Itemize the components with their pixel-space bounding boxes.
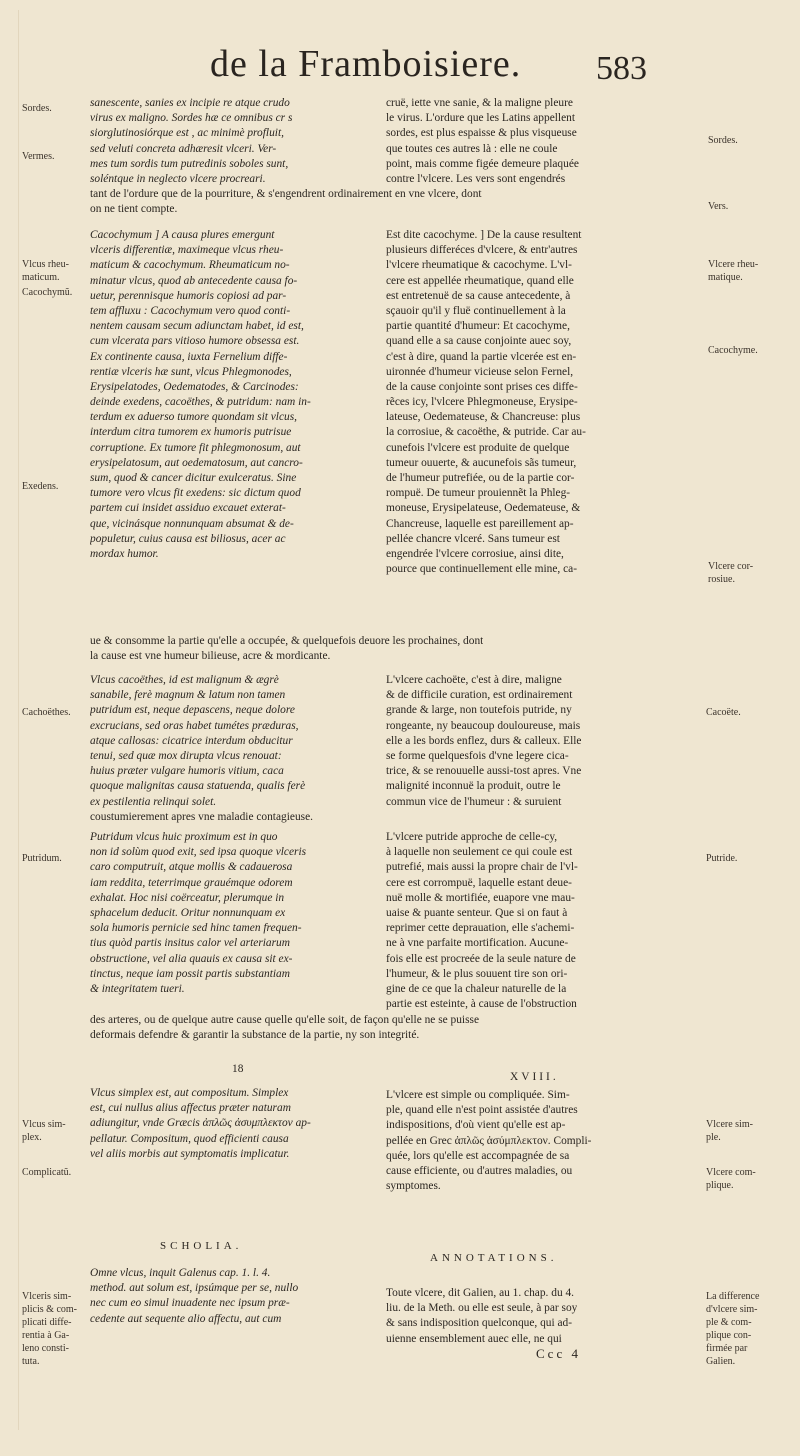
margin-note-left: Vlcus rheu- maticum. [22,259,69,283]
annotations-heading: ANNOTATIONS. [430,1252,558,1264]
margin-note-right: Vlcere com- plique. [706,1167,756,1191]
margin-note-left: Vermes. [22,151,55,162]
latin-column-block-1: sanescente, sanies ex incipie re atque crudo virus ex maligno. Sordes hæ ce omnibus cr s siorglutinosiórque est , ac minimè profluit, sed veluti concreta adhæresit vlceri. Ver- mes tum sordis tum putredinis soboles sunt, soléntque in neglecto vlcere procreari. [90,97,293,185]
section-number-latin: 18 [232,1063,244,1075]
full-width-line-block-1: tant de l'ordure que de la pourriture, & s'engendrent ordinairement en vne vlcere, dont on ne tient compte. [90,188,482,216]
full-width-line-block-3: coustumierement apres vne maladie contagieuse. [90,811,313,823]
signature-mark: Ccc 4 [536,1346,581,1361]
margin-note-right: Cacoëte. [706,707,741,718]
french-column-block-4: L'vlcere putride approche de celle-cy, à laquelle non seulement ce qui coule est putrefié, mais aussi la propre chair de l'vl- cere est corrompuë, laquelle estant deue- nuë molle & mortifiée, euapore vne mau- uaise & puante senteur. Que si on faut à reprimer cette deprauation, elle s'achemi- ne à vne parfaite mortification. Aucune- fois elle est procreée de la seule nature de l'humeur, & le plus souuent tire son ori- gine de ce que la chaleur naturelle de la partie est esteinte, à cause de l'obstruction [386,831,578,1011]
latin-column-block-2: Cacochymum ] A causa plures emergunt vlceris differentiæ, maximeque vlcus rheu- maticum & cacochymum. Rheumaticum no- minatur vlcus, quod ab antecedente causa fo- uetur, perennisque humoris copiosi ad par- tem affluxu : Cacochymum vero quod conti- nentem causam secum adiunctam habet, id est, cum vlcerata pars vitioso humore obsessa est. Ex continente causa, iuxta Fernelium diffe- rentiæ vlceris hæ sunt, vlcus Phlegmonodes, Erysipelatodes, Oedematodes, & Carcinodes: deinde exedens, cacoëthes, & putridum: nam in- terdum ex aduerso tumore quondam sit vlcus, interdum citra tumorem ex humoris putrisue corruptione. Ex tumore fit phlegmonosum, aut erysipelatosum, aut oedematosum, aut cancro- sum, quod & cancer dicitur exulceratus. Sine tumore vero vlcus fit exedens: sic dictum quod partem cui insidet assiduo excauet exterat- que, vicinásque nonnunquam absumat & de- populetur, cuius causa est biliosus, acer ac mordax humor. [90,229,311,560]
latin-column-block-6: Omne vlcus, inquit Galenus cap. 1. l. 4. method. aut solum est, ipsúmque per se, nullo nec cum eo simul inuadente nec ipsum præ- cedente aut sequente alio affectu, aut cum [90,1267,299,1325]
margin-note-right: Putride. [706,853,738,864]
margin-note-left: Cachoëthes. [22,707,71,718]
french-column-block-1: cruë, iette vne sanie, & la maligne pleure le virus. L'ordure que les Latins appellent sordes, est plus espaisse & plus visqueuse que toutes ces autres là : elle ne coule point, mais comme figée demeure plaquée contre l'vlcere. Les vers sont engendrés [386,97,579,185]
margin-note-right: Cacochyme. [708,345,758,356]
french-column-block-3: L'vlcere cachoëte, c'est à dire, maligne & de difficile curation, est ordinairement grande & large, non toutefois putride, ny rongeante, ny beaucoup douloureuse, mais elle a les bords enflez, durs & calleux. Elle se forme quelquesfois d'vne legere cica- trice, & se renouuelle aussi-tost apres. Vne malignité inconnuë la produit, outre le commun vice de l'humeur : & suruient [386,674,582,808]
section-number-french: XVIII. [510,1071,559,1083]
full-width-line-block-2: ue & consomme la partie qu'elle a occupée, & quelquefois deuore les prochaines, dont la cause est vne humeur bilieuse, acre & mordicante. [90,635,484,663]
margin-note-right: Vlcere sim- ple. [706,1119,753,1143]
margin-note-right: Vers. [708,201,729,212]
french-column-block-6: Toute vlcere, dit Galien, au 1. chap. du 4. liu. de la Meth. ou elle est seule, à par soy & sans indisposition quelconque, qui ad- uienne ensemblement auec elle, ne qui [386,1287,578,1345]
margin-note-left: Vlceris sim- plicis & com- plicati diffe- rentia à Ga- leno consti- tuta. [22,1291,77,1367]
margin-note-right: Sordes. [708,135,738,146]
margin-note-left: Sordes. [22,103,52,114]
margin-note-right: Vlcere rheu- matique. [708,259,759,283]
running-title: de la Framboisiere. [210,43,522,85]
margin-note-right: La difference d'vlcere sim- ple & com- plique con- firmée par Galien. [706,1291,760,1367]
latin-column-block-3: Vlcus cacoëthes, id est malignum & ægrè sanabile, ferè magnum & latum non tamen putridum est, neque depascens, neque dolore excrucians, sed oras habet tumétes præduras, atque callosas: cicatrice interdum obducitur tenui, sed quæ mox dirupta vlcus renouat: huius præter vulgare humoris vitium, caca quoque malignitas causa statuenda, qualis ferè ex pestilentia relinqui solet. [90,674,306,808]
latin-column-block-4: Putridum vlcus huic proximum est in quo non id solùm quod exit, sed ipsa quoque vlceris caro computruit, atque mollis & cadauerosa iam reddita, teterrimque grauémque odorem exhalat. Hoc nisi coërceatur, plerumque in sphacelum deducit. Oritur nonnunquam ex sola humoris pernicie sed hinc tamen frequen- tius quòd partis insitus calor vel arteriarum obstructione, vel alia quauis ex causa sit ex- tinctus, neque iam possit partis substantiam & integritatem tueri. [90,831,307,995]
margin-note-right: Vlcere cor- rosiue. [708,561,754,585]
margin-note-left: Cacochymũ. [22,287,73,298]
french-column-block-2: Est dite cacochyme. ] De la cause resultent plusieurs differéces d'vlcere, & entr'autres l'vlcere rheumatique & cacochyme. L'vl- cere est appellée rheumatique, quand elle est entretenuë de sa cause antecedente, à sçauoir qu'il y fluë continuellement à la partie quantité d'humeur: Et cacochyme, quand elle a sa cause conjointe auec soy, c'est à dire, quand la partie vlcerée est en- uironnée d'humeur vicieuse selon Fernel, de la cause conjointe sont prises ces diffe- rẽces icy, l'vlcere Phlegmoneuse, Erysipe- lateuse, Oedemateuse, & Chancreuse: plus la corrosiue, & cacoëthe, & putride. Car au- cunefois l'vlcere est produite de quelque tumeur ouuerte, & aucunefois sãs tumeur, de l'humeur putrefiée, ou de la partie cor- rompuë. De tumeur prouiennẽt la Phleg- moneuse, Erysipelateuse, Oedemateuse, & Chancreuse, laquelle est pareillement ap- pellée chancre vlceré. Sans tumeur est engendrée l'vlcere corrosiue, ainsi dite, pource que continuellement elle mine, ca- [386,229,586,576]
margin-note-left: Vlcus sim- plex. [22,1119,66,1143]
page-edge-shadow [18,10,19,1430]
margin-note-left: Putridum. [22,853,62,864]
margin-note-left: Exedens. [22,481,59,492]
scholia-heading: SCHOLIA. [160,1240,243,1252]
page-number: 583 [596,50,647,87]
french-column-block-5: L'vlcere est simple ou compliquée. Sim- ple, quand elle n'est point assistée d'autres indispositions, d'où vient qu'elle est ap- pellée en Grec ἁπλῶς ἀσύμπλεκτον. Compli- quée, lors qu'elle est accompagnée de sa cause efficiente, ou d'autres maladies, ou symptomes. [386,1089,592,1193]
latin-column-block-5: Vlcus simplex est, aut compositum. Simplex est, cui nullus alius affectus præter naturam adiungitur, vnde Græcis ἁπλῶς ἀσυμπλεκτον ap- pellatur. Compositum, quod efficienti causa vel aliis morbis aut symptomatis implicatur. [90,1087,311,1160]
full-width-line-block-4: des arteres, ou de quelque autre cause quelle qu'elle soit, de façon qu'elle ne se puisse deformais defendre & garantir la substance de la partie, ny son integrité. [90,1014,480,1042]
margin-note-left: Complicatũ. [22,1167,72,1178]
